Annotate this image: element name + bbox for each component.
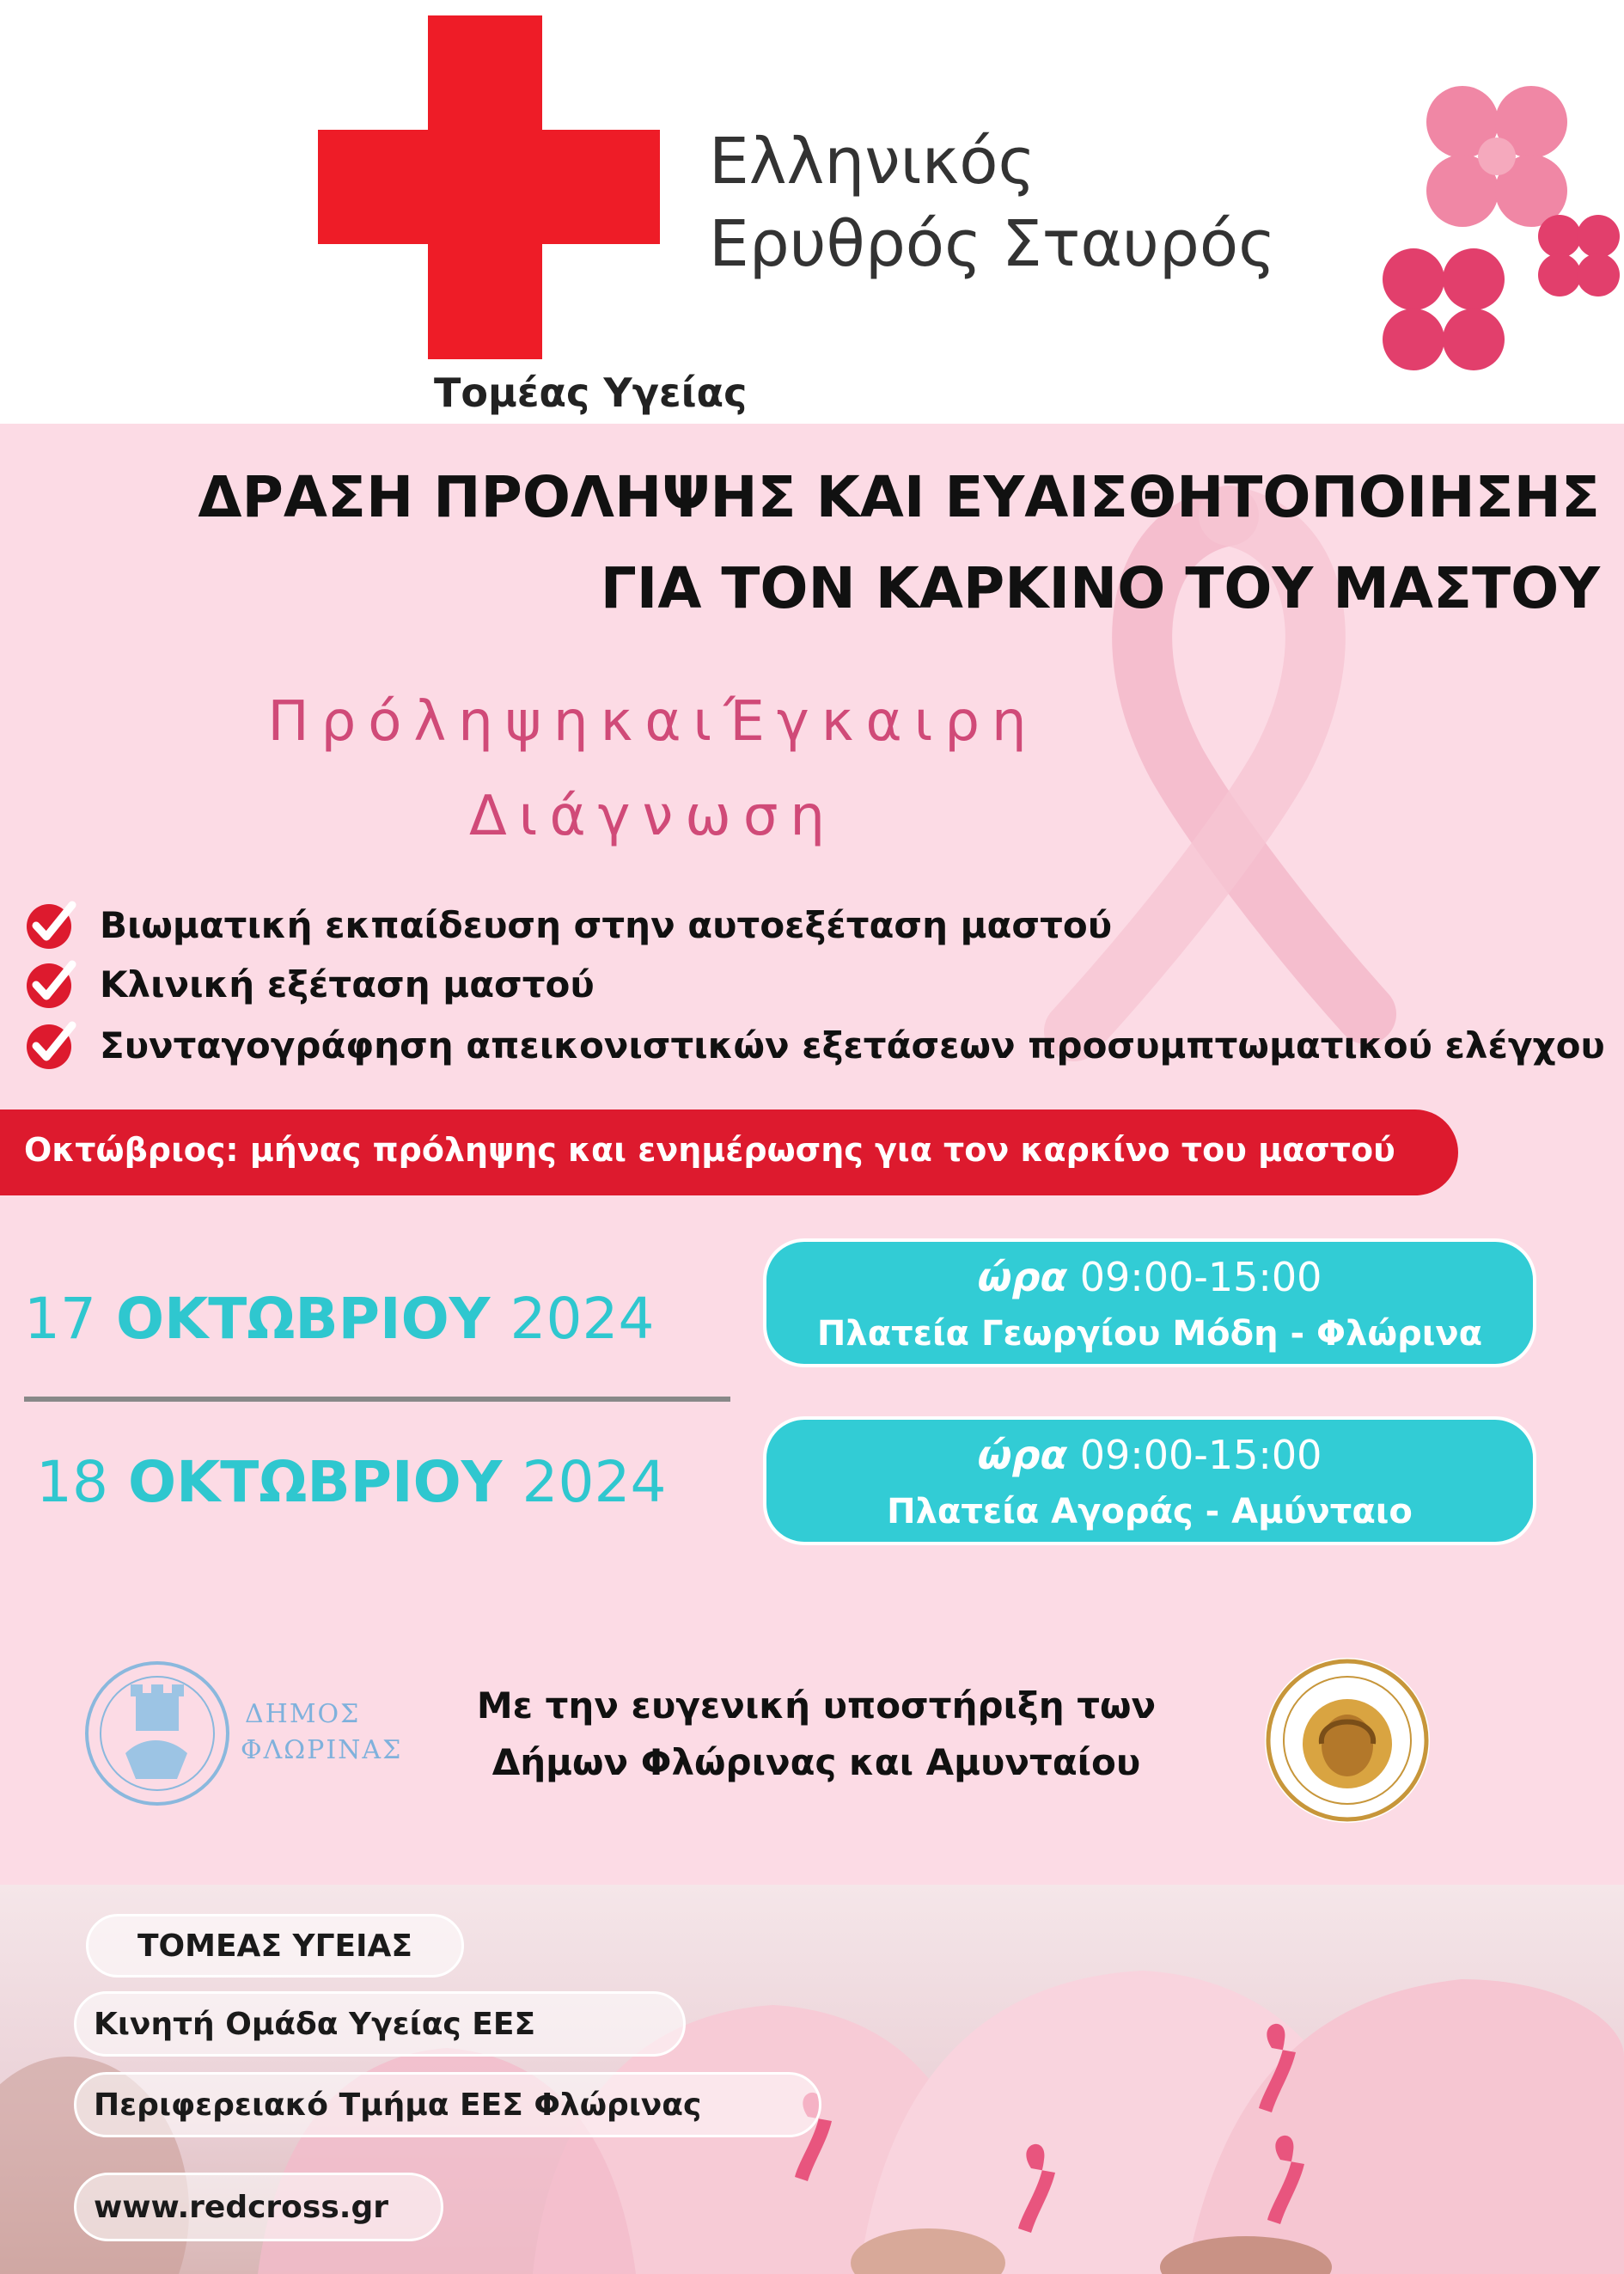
time-range: 09:00-15:00 (1079, 1254, 1322, 1300)
footer-item-mobile-team: Κινητή Ομάδα Υγείας ΕΕΣ (74, 1991, 686, 2057)
time-label: ώρα (977, 1432, 1068, 1478)
footer-photo (0, 1885, 1624, 2274)
page-title-line2: ΓΙΑ ΤΟΝ ΚΑΡΚΙΝΟ ΤΟΥ ΜΑΣΤΟΥ (600, 555, 1600, 621)
support-line2: Δήμων Φλώρινας και Αμυνταίου (491, 1741, 1141, 1783)
checkmark-icon (24, 898, 77, 951)
event-time-location-card (763, 1238, 1536, 1367)
red-cross-logo-bar (318, 130, 660, 244)
header (0, 0, 1624, 424)
sector-label: Τομέας Υγείας (434, 370, 748, 416)
florina-logo-line1: ΔΗΜΟΣ (245, 1699, 361, 1729)
footer-item-regional-dept: Περιφερειακό Τμήμα ΕΕΣ Φλώρινας (74, 2072, 821, 2137)
org-name-line2: Ερυθρός Σταυρός (709, 207, 1276, 281)
support-text (430, 1678, 1203, 1791)
checkmark-icon (24, 957, 77, 1011)
organization-name (709, 120, 1276, 285)
event-time-location-card (763, 1416, 1536, 1545)
flower-decoration-icon (1366, 52, 1624, 395)
event-location: Πλατεία Γεωργίου Μόδη - Φλώρινα (816, 1314, 1483, 1354)
service-item (24, 896, 1112, 953)
support-line1: Με την ευγενική υποστήριξη των (476, 1684, 1157, 1727)
time-label: ώρα (977, 1254, 1068, 1300)
org-name-line1: Ελληνικός (709, 125, 1035, 199)
footer-item-sector: ΤΟΜΕΑΣ ΥΓΕΙΑΣ (86, 1914, 464, 1978)
subtitle-line2: Διάγνωση (469, 785, 837, 848)
florina-logo-line2: ΦΛΩΡΙΝΑΣ (241, 1735, 403, 1765)
awareness-month-text: Οκτώβριος: μήνας πρόληψης και ενημέρωσης για τον καρκίνο του μαστού (24, 1131, 1395, 1169)
florina-municipality-logo (82, 1659, 233, 1809)
event-date (24, 1286, 654, 1352)
event-month: ΟΚΤΩΒΡΙΟΥ (115, 1286, 491, 1352)
event-location: Πλατεία Αγοράς - Αμύνταιο (887, 1492, 1413, 1531)
event-day: 18 (36, 1449, 108, 1515)
page-title-line1: ΔΡΑΣΗ ΠΡΟΛΗΨΗΣ ΚΑΙ ΕΥΑΙΣΘΗΤΟΠΟΙΗΣΗΣ (198, 464, 1600, 530)
subtitle-line1: ΠρόληψηκαιΈγκαιρη (267, 690, 1039, 754)
service-item (24, 1017, 1605, 1073)
checkmark-icon (24, 1018, 77, 1072)
divider (24, 1397, 730, 1402)
service-label: Κλινική εξέταση μαστού (100, 963, 595, 1006)
amyntaio-municipality-logo (1261, 1654, 1433, 1826)
event-year: 2024 (522, 1449, 667, 1515)
event-year: 2024 (510, 1286, 655, 1352)
footer-website-link[interactable]: www.redcross.gr (74, 2173, 443, 2241)
florina-logo-text (241, 1696, 402, 1769)
event-time (766, 1432, 1533, 1478)
event-month: ΟΚΤΩΒΡΙΟΥ (127, 1449, 503, 1515)
service-item (24, 956, 595, 1012)
event-day: 17 (24, 1286, 96, 1352)
service-label: Συνταγογράφηση απεικονιστικών εξετάσεων προσυμπτωματικού ελέγχου (100, 1024, 1605, 1067)
time-range: 09:00-15:00 (1079, 1432, 1322, 1478)
event-date (36, 1449, 666, 1515)
event-time (766, 1254, 1533, 1300)
service-label: Βιωματική εκπαίδευση στην αυτοεξέταση μαστού (100, 903, 1113, 946)
